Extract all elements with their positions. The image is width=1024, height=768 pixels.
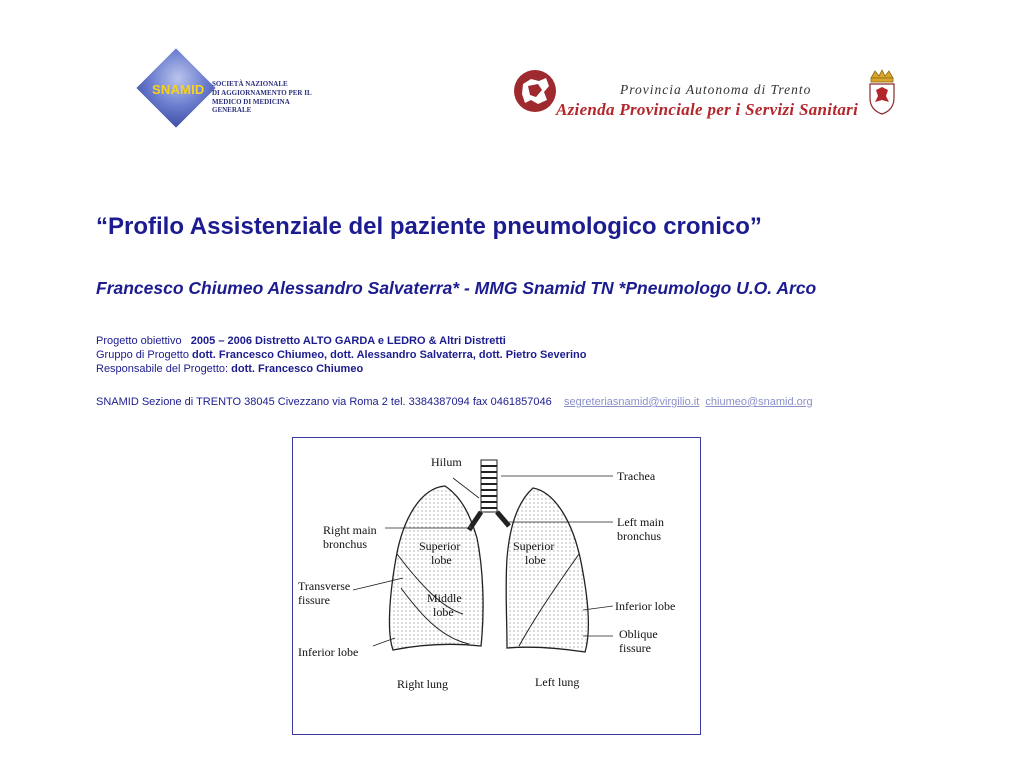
label-trachea: Trachea — [617, 469, 656, 483]
label-right-lung: Right lung — [397, 677, 449, 691]
apss-logo — [510, 66, 900, 126]
project-objective-label: Progetto obiettivo — [96, 335, 182, 347]
apss-emblem-icon — [514, 70, 556, 112]
label-transverse-1: Transverse — [298, 579, 351, 593]
snamid-logo-line-2: DI AGGIORNAMENTO PER IL — [212, 89, 312, 97]
apss-logo-line-1: Provincia Autonoma di Trento — [620, 82, 812, 97]
project-responsible-label: Responsabile del Progetto: — [96, 363, 229, 375]
label-inferior-right: Inferior lobe — [298, 645, 359, 659]
right-lung-shape — [389, 486, 483, 650]
page-title: “Profilo Assistenziale del paziente pneumologico cronico” — [96, 213, 762, 240]
contact-line — [96, 396, 813, 408]
email-link-segreteria[interactable]: segreteriasnamid@virgilio.it — [564, 396, 700, 408]
snamid-logo-line-1: SOCIETÀ NAZIONALE — [212, 80, 288, 88]
label-oblique-2: fissure — [619, 641, 651, 655]
snamid-logo — [140, 58, 330, 130]
snamid-logo-name: SNAMID — [152, 82, 205, 97]
project-responsible-value: dott. Francesco Chiumeo — [231, 363, 364, 375]
apss-logo-line-2: Azienda Provinciale per i Servizi Sanitari — [556, 100, 859, 119]
label-superior-right-1: Superior — [419, 539, 461, 553]
label-left-lung: Left lung — [535, 675, 580, 689]
label-oblique-1: Oblique — [619, 627, 658, 641]
label-superior-left-2: lobe — [525, 553, 546, 567]
label-hilum: Hilum — [431, 455, 462, 469]
label-transverse-2: fissure — [298, 593, 330, 607]
label-middle-2: lobe — [433, 605, 454, 619]
project-objective-value: 2005 – 2006 Distretto ALTO GARDA e LEDRO & Altri Distretti — [190, 335, 506, 347]
trento-crest-icon — [866, 68, 898, 116]
project-group — [96, 349, 586, 361]
lung-diagram — [292, 437, 701, 735]
contact-text: SNAMID Sezione di TRENTO 38045 Civezzano via Roma 2 tel. 3384387094 fax 0461857046 — [96, 396, 552, 408]
project-objective — [96, 335, 506, 347]
label-right-main-1: Right main — [323, 523, 377, 537]
label-right-main-2: bronchus — [323, 537, 367, 551]
left-lung-shape — [506, 488, 588, 652]
project-group-value: dott. Francesco Chiumeo, dott. Alessandro Salvaterra, dott. Pietro Severino — [192, 349, 587, 361]
label-superior-right-2: lobe — [431, 553, 452, 567]
label-superior-left-1: Superior — [513, 539, 555, 553]
email-link-chiumeo[interactable]: chiumeo@snamid.org — [705, 396, 813, 408]
snamid-logo-line-3: MEDICO DI MEDICINA GENERALE — [212, 98, 290, 114]
label-inferior-left: Inferior lobe — [615, 599, 676, 613]
authors-line: Francesco Chiumeo Alessandro Salvaterra* - MMG Snamid TN *Pneumologo U.O. Arco — [96, 278, 817, 298]
project-group-label: Gruppo di Progetto — [96, 349, 189, 361]
label-left-main-1: Left main — [617, 515, 664, 529]
project-responsible — [96, 363, 363, 375]
label-middle-1: Middle — [427, 591, 462, 605]
lung-diagram-svg — [293, 438, 700, 734]
label-left-main-2: bronchus — [617, 529, 661, 543]
